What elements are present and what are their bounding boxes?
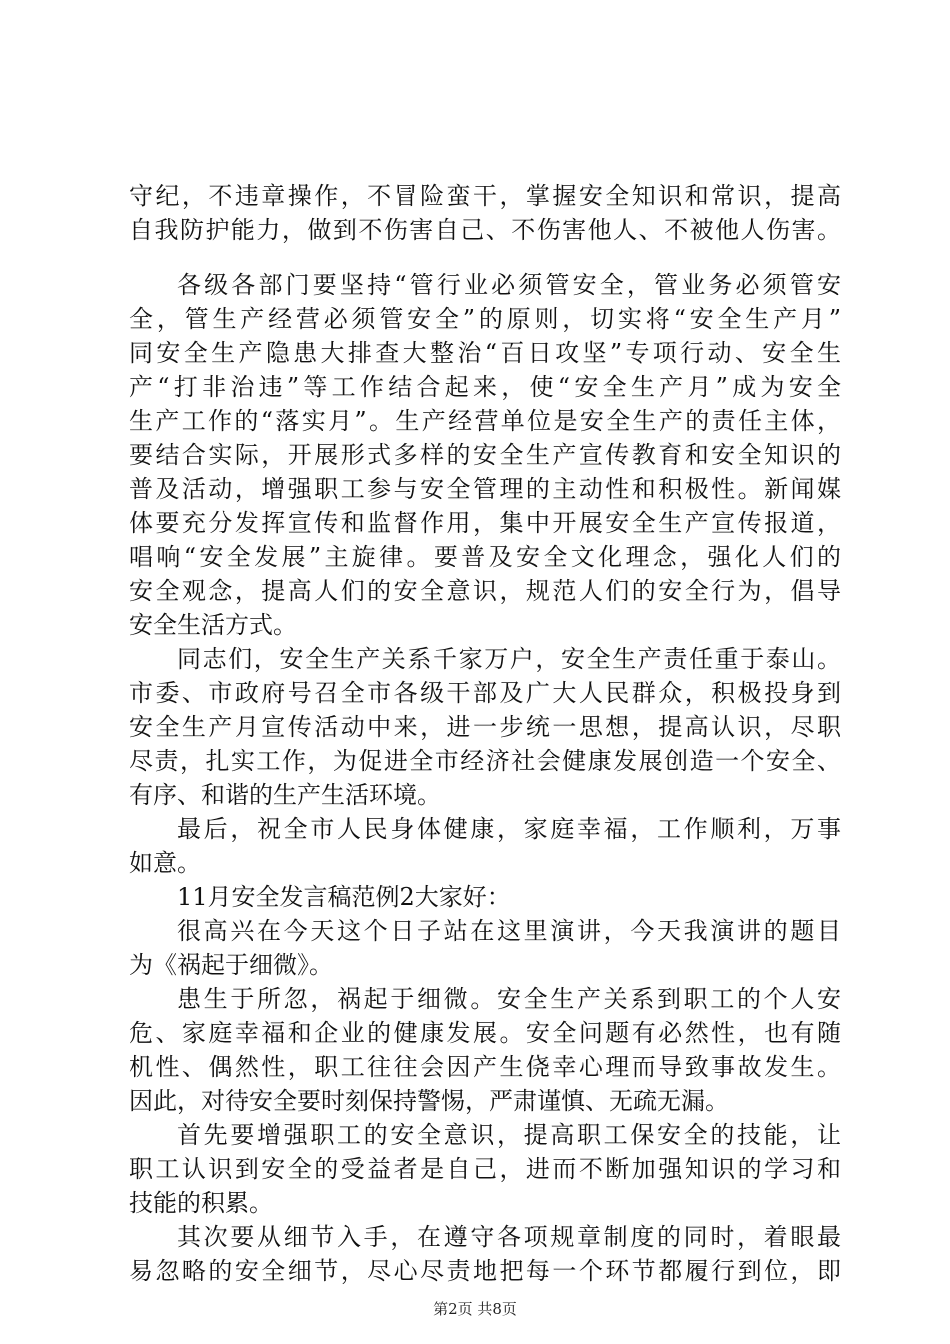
text-line: 为《祸起于细微》。 bbox=[129, 951, 333, 979]
text-line: 危、家庭幸福和企业的健康发展。安全问题有必然性，也有随 bbox=[129, 1019, 841, 1047]
paragraph-first-line: 最后，祝全市人民身体健康，家庭幸福，工作顺利，万事 bbox=[177, 815, 841, 843]
text-line: 自我防护能力，做到不伤害自己、不伤害他人、不被他人伤害。 bbox=[129, 216, 841, 244]
text-line: 安全观念，提高人们的安全意识，规范人们的安全行为，倡导 bbox=[129, 577, 841, 605]
text-line: 普及活动，增强职工参与安全管理的主动性和积极性。新闻媒 bbox=[129, 475, 841, 503]
text-line: 安全生活方式。 bbox=[129, 611, 297, 639]
text-line: 易忽略的安全细节，尽心尽责地把每一个环节都履行到位，即 bbox=[129, 1257, 841, 1285]
text-line: 产“打非治违”等工作结合起来，使“安全生产月”成为安全 bbox=[129, 373, 841, 401]
paragraph-first-line: 很高兴在今天这个日子站在这里演讲，今天我演讲的题目 bbox=[177, 917, 841, 945]
text-line: 唱响“安全发展”主旋律。要普及安全文化理念，强化人们的 bbox=[129, 543, 841, 571]
section-heading: 11月安全发言稿范例2大家好： bbox=[177, 883, 511, 911]
top-paragraph bbox=[129, 179, 841, 247]
text-line: 安全生产月宣传活动中来，进一步统一思想，提高认识，尽职 bbox=[129, 713, 841, 741]
text-line: 技能的积累。 bbox=[129, 1189, 273, 1217]
text-line: 守纪，不违章操作，不冒险蛮干，掌握安全知识和常识，提高 bbox=[129, 182, 841, 210]
text-line: 如意。 bbox=[129, 849, 201, 877]
text-line: 生产工作的“落实月”。生产经营单位是安全生产的责任主体， bbox=[129, 407, 841, 435]
text-line: 有序、和谐的生产生活环境。 bbox=[129, 781, 441, 809]
text-line: 机性、偶然性，职工往往会因产生侥幸心理而导致事故发生。 bbox=[129, 1053, 841, 1081]
text-line: 同安全生产隐患大排查大整治“百日攻坚”专项行动、安全生 bbox=[129, 339, 841, 367]
body-text bbox=[129, 268, 841, 1288]
text-line: 职工认识到安全的受益者是自己，进而不断加强知识的学习和 bbox=[129, 1155, 841, 1183]
text-line: 因此，对待安全要时刻保持警惕，严肃谨慎、无疏无漏。 bbox=[129, 1087, 729, 1115]
paragraph-first-line: 其次要从细节入手，在遵守各项规章制度的同时，着眼最 bbox=[177, 1223, 841, 1251]
text-line: 尽责，扎实工作，为促进全市经济社会健康发展创造一个安全、 bbox=[129, 747, 841, 775]
paragraph-first-line: 患生于所忽，祸起于细微。安全生产关系到职工的个人安 bbox=[177, 985, 841, 1013]
text-line: 全，管生产经营必须管安全”的原则，切实将“安全生产月” bbox=[129, 305, 841, 333]
text-line: 要结合实际，开展形式多样的安全生产宣传教育和安全知识的 bbox=[129, 441, 841, 469]
text-line: 市委、市政府号召全市各级干部及广大人民群众，积极投身到 bbox=[129, 679, 841, 707]
page-footer bbox=[0, 1298, 950, 1319]
text-line: 体要充分发挥宣传和监督作用，集中开展安全生产宣传报道， bbox=[129, 509, 841, 537]
paragraph-first-line: 首先要增强职工的安全意识，提高职工保安全的技能，让 bbox=[177, 1121, 841, 1149]
paragraph-first-line: 各级各部门要坚持“管行业必须管安全，管业务必须管安 bbox=[177, 271, 841, 299]
paragraph-first-line: 同志们，安全生产关系千家万户，安全生产责任重于泰山。 bbox=[177, 645, 841, 673]
page-number: 第2页 共8页 bbox=[433, 1300, 517, 1318]
